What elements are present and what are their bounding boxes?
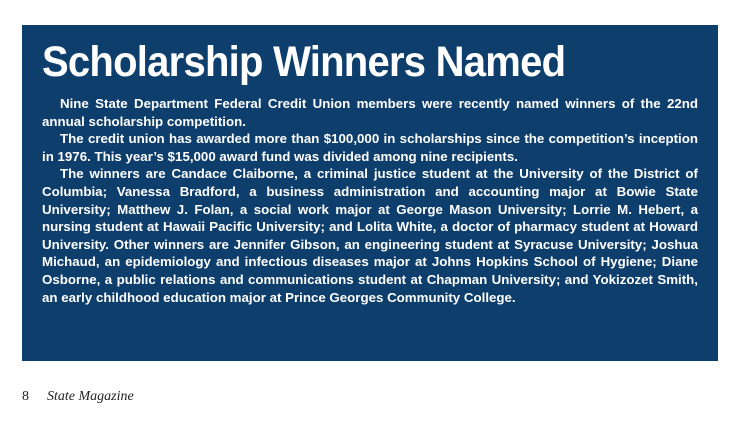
article-paragraph-winners: The winners are Candace Claiborne, a criminal justice student at the University of the District of Columbia; Vanessa Bradford, a business administration and accounting major at Bowie State University; Matthew J. Folan, a social work major at George Mason University; Lorrie M. Hebert, a nursing student at Hawaii Pacific University; and Lolita White, a doctor of pharmacy student at Howard University. Other winners are Jennifer Gibson, an engineering student at Syracuse University; Joshua Michaud, an epidemiology and infectious diseases major at Johns Hopkins School of Hygiene; Diane Osborne, a public relations and communications student at Chapman University; and Yokizozet Smith, an early childhood education major at Prince Georges Community College. [42,166,698,305]
page-footer [22,389,134,405]
article-body [42,95,698,306]
article-paragraph-intro: Nine State Department Federal Credit Union members were recently named winners of the 22nd annual scholarship competition. [42,96,698,129]
article-headline: Scholarship Winners Named [42,38,566,86]
article-paragraph-history: The credit union has awarded more than $100,000 in scholarships since the competition’s inception in 1976. This year’s $15,000 award fund was divided among nine recipients. [42,131,698,164]
page-number: 8 [22,389,29,404]
publication-name: State Magazine [47,389,134,404]
article-callout-box [22,25,718,361]
